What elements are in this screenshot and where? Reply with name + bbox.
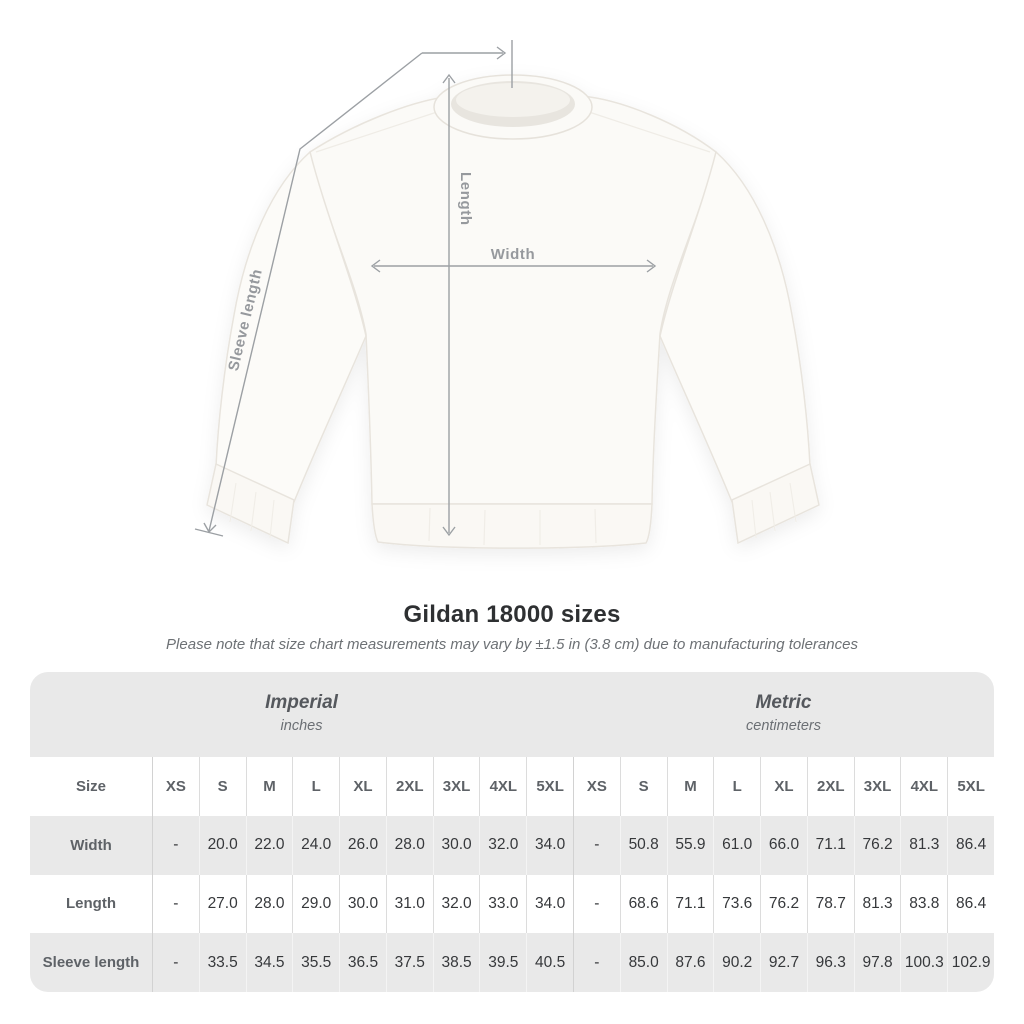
width-label: Width <box>490 246 536 263</box>
sweatshirt-hem <box>372 504 652 548</box>
measurement-value-metric: 83.8 <box>900 875 947 934</box>
measurement-value-metric: 78.7 <box>807 875 854 934</box>
measurement-value-imperial: - <box>152 875 199 934</box>
size-header-imperial: S <box>199 757 246 816</box>
measurement-value-imperial: 32.0 <box>433 875 480 934</box>
size-header-metric: 2XL <box>807 757 854 816</box>
sweatshirt-photo <box>207 75 819 548</box>
size-header-metric: 5XL <box>947 757 994 816</box>
sweatshirt-body <box>310 93 716 505</box>
size-header-metric: XL <box>760 757 807 816</box>
measurement-value-metric: 86.4 <box>947 816 994 875</box>
measurement-value-metric: 55.9 <box>667 816 714 875</box>
measurement-value-imperial: 32.0 <box>479 816 526 875</box>
size-header-metric: 4XL <box>900 757 947 816</box>
measurement-value-imperial: 37.5 <box>386 933 433 992</box>
measurement-value-imperial: 34.5 <box>246 933 293 992</box>
measurement-value-metric: 68.6 <box>620 875 667 934</box>
measurement-value-metric: 81.3 <box>900 816 947 875</box>
size-header-metric: M <box>667 757 714 816</box>
size-chart-table <box>30 672 994 992</box>
measurement-value-imperial: 35.5 <box>292 933 339 992</box>
heading-block <box>0 601 1024 653</box>
imperial-label: Imperial <box>265 691 338 713</box>
measurement-value-imperial: 29.0 <box>292 875 339 934</box>
measurement-value-imperial: 30.0 <box>339 875 386 934</box>
length-label: Length <box>457 172 474 226</box>
measurement-value-imperial: 30.0 <box>433 816 480 875</box>
measurement-value-metric: - <box>573 816 620 875</box>
size-chart-body <box>30 757 994 992</box>
measurement-value-imperial: 33.0 <box>479 875 526 934</box>
size-header-metric: S <box>620 757 667 816</box>
collar-inner-back <box>456 83 570 117</box>
measurement-value-imperial: 34.0 <box>526 816 573 875</box>
measurement-value-imperial: 28.0 <box>386 816 433 875</box>
measurement-value-imperial: 31.0 <box>386 875 433 934</box>
measurement-value-metric: 90.2 <box>713 933 760 992</box>
size-header-imperial: XL <box>339 757 386 816</box>
size-header-imperial: 4XL <box>479 757 526 816</box>
measurement-value-metric: 76.2 <box>854 816 901 875</box>
measurement-value-imperial: 34.0 <box>526 875 573 934</box>
measurement-value-metric: 71.1 <box>667 875 714 934</box>
imperial-sublabel: inches <box>280 717 323 734</box>
metric-sublabel: centimeters <box>746 717 821 734</box>
measurement-value-metric: 66.0 <box>760 816 807 875</box>
measurement-value-imperial: 38.5 <box>433 933 480 992</box>
size-header-imperial: L <box>292 757 339 816</box>
measurement-value-imperial: 20.0 <box>199 816 246 875</box>
size-header-imperial: M <box>246 757 293 816</box>
measurement-value-metric: 61.0 <box>713 816 760 875</box>
measurement-value-imperial: 28.0 <box>246 875 293 934</box>
measurement-value-metric: 92.7 <box>760 933 807 992</box>
size-header-imperial: 3XL <box>433 757 480 816</box>
metric-label: Metric <box>755 691 812 713</box>
measurement-value-imperial: - <box>152 933 199 992</box>
size-header-imperial: 2XL <box>386 757 433 816</box>
measurement-value-metric: 100.3 <box>900 933 947 992</box>
row-label: Length <box>66 895 116 913</box>
tolerance-note: Please note that size chart measurements may vary by ±1.5 in (3.8 cm) due to manufacturing tolerances <box>166 636 858 653</box>
sleeve-length-label: Sleeve length <box>225 267 266 373</box>
measurement-value-imperial: - <box>152 816 199 875</box>
measurement-value-metric: 50.8 <box>620 816 667 875</box>
unit-group-imperial <box>30 672 573 757</box>
measurement-value-imperial: 24.0 <box>292 816 339 875</box>
row-label: Width <box>30 816 152 875</box>
measurement-value-metric: 102.9 <box>947 933 994 992</box>
measurement-value-metric: 86.4 <box>947 875 994 934</box>
measurement-value-metric: 87.6 <box>667 933 714 992</box>
measurement-value-metric: 81.3 <box>854 875 901 934</box>
size-header-imperial: XS <box>152 757 199 816</box>
measurement-value-imperial: 26.0 <box>339 816 386 875</box>
size-header-metric: 3XL <box>854 757 901 816</box>
row-label: Sleeve length <box>30 933 152 992</box>
measurement-value-imperial: 22.0 <box>246 816 293 875</box>
unit-group-metric <box>573 672 994 757</box>
size-header-metric: L <box>713 757 760 816</box>
unit-header-row <box>30 672 994 757</box>
size-header-metric: XS <box>573 757 620 816</box>
measurement-value-metric: 73.6 <box>713 875 760 934</box>
measurement-value-imperial: 33.5 <box>199 933 246 992</box>
measurement-value-imperial: 39.5 <box>479 933 526 992</box>
measurement-value-metric: 96.3 <box>807 933 854 992</box>
measurement-value-metric: 97.8 <box>854 933 901 992</box>
measurement-value-imperial: 40.5 <box>526 933 573 992</box>
size-column-header: Size <box>75 777 106 795</box>
measurement-value-metric: - <box>573 875 620 934</box>
measurement-value-imperial: 27.0 <box>199 875 246 934</box>
measurement-value-metric: - <box>573 933 620 992</box>
measurement-value-imperial: 36.5 <box>339 933 386 992</box>
measurement-value-metric: 85.0 <box>620 933 667 992</box>
size-header-imperial: 5XL <box>526 757 573 816</box>
measurement-value-metric: 76.2 <box>760 875 807 934</box>
page-title: Gildan 18000 sizes <box>403 601 621 628</box>
measurement-value-metric: 71.1 <box>807 816 854 875</box>
